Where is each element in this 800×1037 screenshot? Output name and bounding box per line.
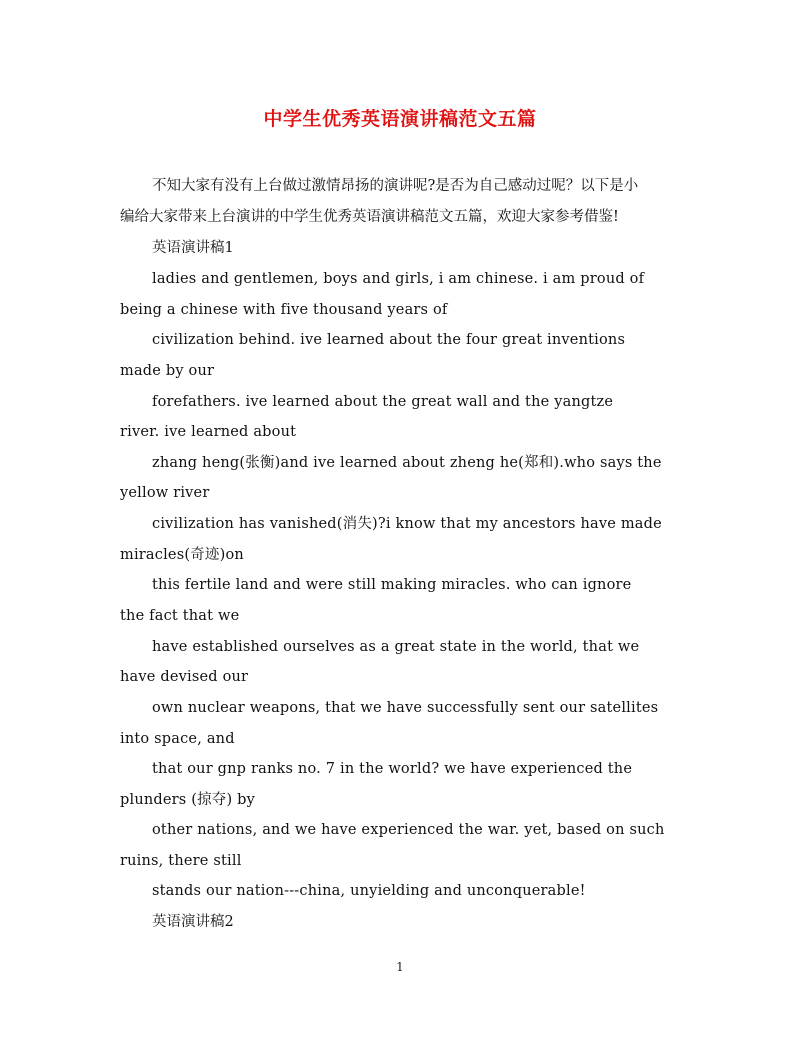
body-line: being a chinese with five thousand years of: [120, 302, 448, 318]
body-line: have established ourselves as a great state in the world, that we: [152, 639, 640, 655]
body-line: yellow river: [120, 485, 210, 501]
body-line: the fact that we: [120, 608, 240, 624]
body-line: plunders (掠夺) by: [120, 792, 256, 808]
section-heading-1: 英语演讲稿1: [152, 240, 234, 256]
body-line: civilization has vanished(消失)?i know that my ancestors have made: [152, 516, 662, 532]
body-line: ruins, there still: [120, 853, 242, 869]
body-line: ladies and gentlemen, boys and girls, i am chinese. i am proud of: [152, 271, 645, 287]
body-line: civilization behind. ive learned about the four great inventions: [152, 332, 626, 348]
section-heading-2: 英语演讲稿2: [152, 914, 234, 930]
document-title: 中学生优秀英语演讲稿范文五篇: [263, 108, 537, 130]
body-line: river. ive learned about: [120, 424, 297, 440]
body-line: stands our nation---china, unyielding and unconquerable!: [152, 883, 586, 899]
body-line: this fertile land and were still making miracles. who can ignore: [152, 577, 632, 593]
body-line: made by our: [120, 363, 215, 379]
intro-line-2: 编给大家带来上台演讲的中学生优秀英语演讲稿范文五篇，欢迎大家参考借鉴!: [120, 209, 619, 225]
body-line: that our gnp ranks no. 7 in the world? we have experienced the: [152, 761, 633, 777]
body-line: have devised our: [120, 669, 249, 685]
body-line: forefathers. ive learned about the great wall and the yangtze: [152, 394, 614, 410]
body-line: into space, and: [120, 731, 235, 747]
body-line: miracles(奇迹)on: [120, 547, 244, 563]
intro-line-1: 不知大家有没有上台做过激情昂扬的演讲呢?是否为自己感动过呢？以下是小: [152, 178, 639, 194]
body-line: zhang heng(张衡)and ive learned about zheng he(郑和).who says the: [152, 455, 662, 471]
body-line: other nations, and we have experienced the war. yet, based on such: [152, 822, 665, 838]
page-number: 1: [396, 960, 404, 974]
body-line: own nuclear weapons, that we have successfully sent our satellites: [152, 700, 659, 716]
